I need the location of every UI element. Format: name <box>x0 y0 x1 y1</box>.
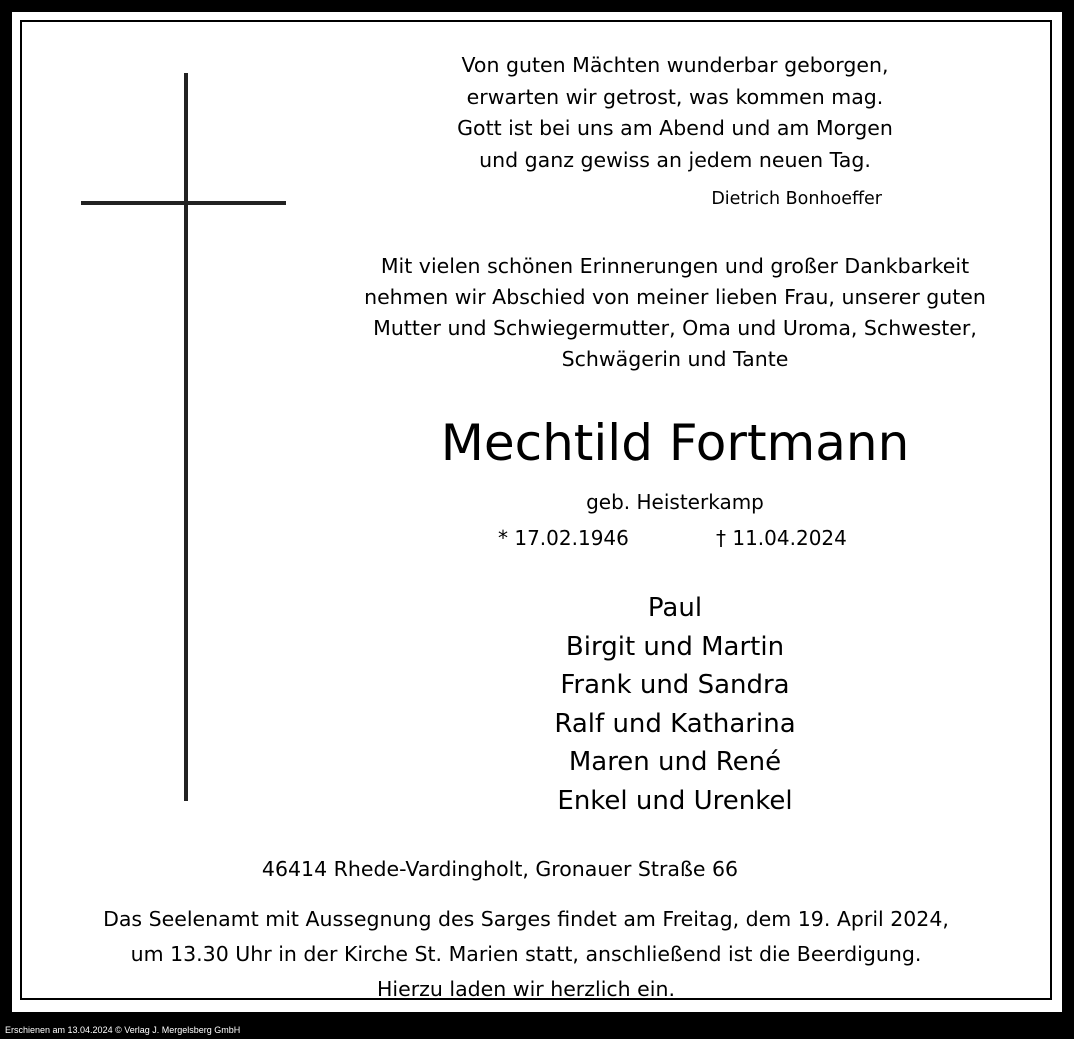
death-date: † 11.04.2024 <box>716 526 847 550</box>
mourner-entry: Frank und Sandra <box>560 670 790 700</box>
mourners-list <box>475 589 875 820</box>
poem-line: und ganz gewiss an jedem neuen Tag. <box>479 147 871 172</box>
intro-line: Mutter und Schwiegermutter, Oma und Uroma, Schwester, <box>373 316 977 340</box>
service-line: Das Seelenamt mit Aussegnung des Sarges findet am Freitag, dem 19. April 2024, <box>103 907 949 931</box>
publication-footer: Erschienen am 13.04.2024 © Verlag J. Mergelsberg GmbH <box>5 1025 241 1035</box>
mourner-entry: Birgit und Martin <box>565 631 785 662</box>
poem-line: erwarten wir getrost, was kommen mag. <box>466 84 884 109</box>
cross-horizontal-bar <box>81 201 286 205</box>
poem-line: Gott ist bei uns am Abend und am Morgen <box>457 116 893 140</box>
obituary-frame <box>20 20 1052 1000</box>
birth-date: * 17.02.1946 <box>498 526 629 550</box>
mourner-entry: Maren und René <box>568 747 782 777</box>
obituary-card <box>12 12 1062 1012</box>
deceased-name: Mechtild Fortmann <box>440 414 910 472</box>
family-address: 46414 Rhede-Vardingholt, Gronauer Straße 66 <box>261 857 739 881</box>
intro-text <box>325 251 1025 375</box>
intro-line: Schwägerin und Tante <box>561 347 789 371</box>
cross-vertical-bar <box>184 73 188 801</box>
intro-line: nehmen wir Abschied von meiner lieben Frau, unserer guten <box>364 285 986 309</box>
service-line: Hierzu laden wir herzlich ein. <box>376 977 675 1001</box>
intro-line: Mit vielen schönen Erinnerungen und großer Dankbarkeit <box>380 254 970 278</box>
poem <box>425 50 925 176</box>
mourner-entry: Enkel und Urenkel <box>557 785 793 816</box>
mourner-entry: Ralf und Katharina <box>554 708 796 739</box>
mourner-entry: Paul <box>647 593 703 623</box>
service-line: um 13.30 Uhr in der Kirche St. Marien statt, anschließend ist die Beerdigung. <box>130 942 922 966</box>
poem-line: Von guten Mächten wunderbar geborgen, <box>461 53 889 77</box>
birth-name: geb. Heisterkamp <box>586 490 764 514</box>
poem-author: Dietrich Bonhoeffer <box>711 189 882 209</box>
service-announcement <box>76 902 976 1007</box>
